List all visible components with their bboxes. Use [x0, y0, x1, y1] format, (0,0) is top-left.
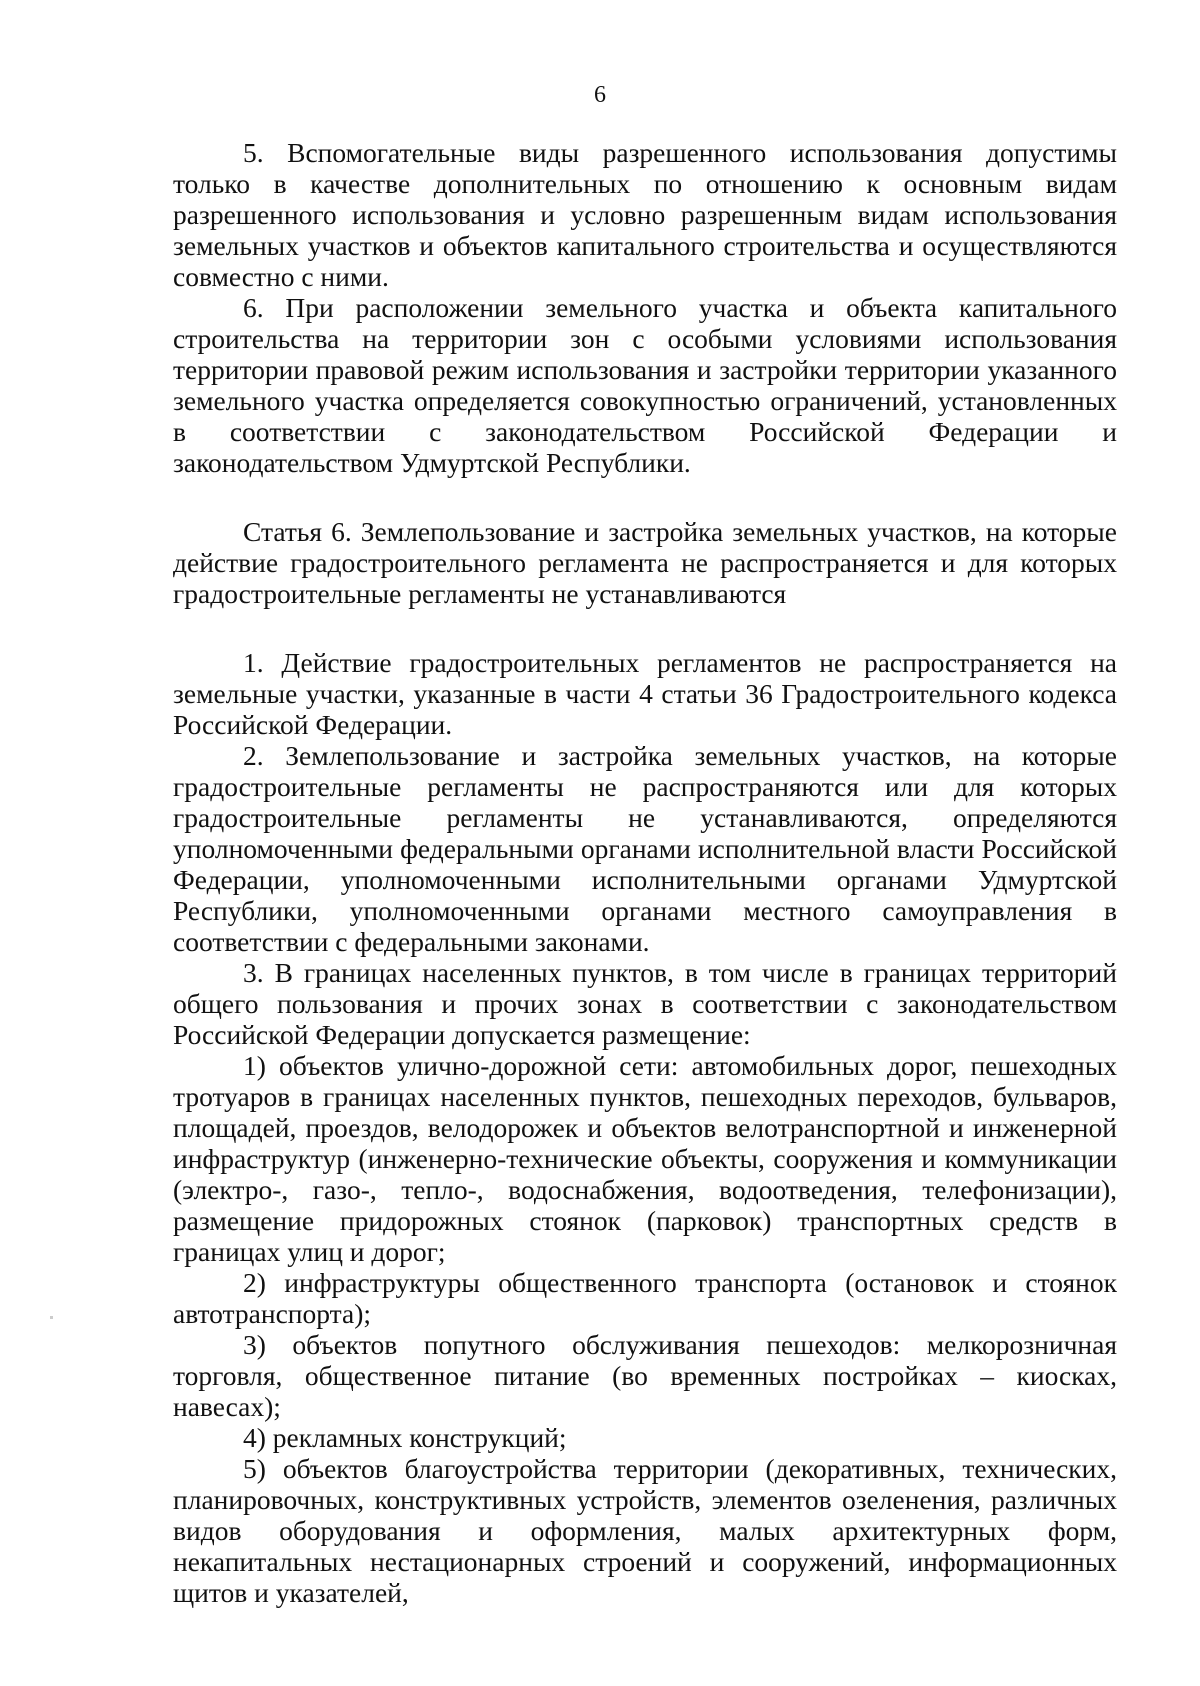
paragraph-5: 5. Вспомогательные виды разрешенного использования допустимы только в качестве дополнительных по отношению к основным видам разрешенного использования и условно разрешенным видам использования земельных участков и объектов капитального строительства и осуществляются совместно с ними. [173, 137, 1117, 292]
document-body [173, 137, 1117, 1608]
list-item-5: 5) объектов благоустройства территории (декоративных, технических, планировочных, конструктивных устройств, элементов озеленения, различных видов оборудования и оформления, малых архитектурных форм, некапитальных нестационарных строений и сооружений, информационных щитов и указателей, [173, 1453, 1117, 1608]
paragraph-3: 3. В границах населенных пунктов, в том числе в границах территорий общего пользования и прочих зонах в соответствии с законодательством Российской Федерации допускается размещение: [173, 957, 1117, 1050]
list-item-4: 4) рекламных конструкций; [243, 1422, 567, 1453]
article-6-title: Статья 6. Землепользование и застройка земельных участков, на которые действие градостроительного регламента не распространяется и для которых градостроительные регламенты не устанавливаются [173, 516, 1117, 609]
scan-speck [50, 1316, 53, 1319]
paragraph-1: 1. Действие градостроительных регламентов не распространяется на земельные участки, указанные в части 4 статьи 36 Градостроительного кодекса Российской Федерации. [173, 647, 1117, 740]
list-item-1: 1) объектов улично-дорожной сети: автомобильных дорог, пешеходных тротуаров в границах населенных пунктов, пешеходных переходов, бульваров, площадей, проездов, велодорожек и объектов велотранспортной и инженерной инфраструктур (инженерно-технические объекты, сооружения и коммуникации (электро-, газо-, тепло-, водоснабжения, водоотведения, телефонизации), размещение придорожных стоянок (парковок) транспортных средств в границах улиц и дорог; [173, 1050, 1117, 1267]
list-item-3: 3) объектов попутного обслуживания пешеходов: мелкорозничная торговля, общественное питание (во временных постройках – киосках, навесах); [173, 1329, 1117, 1422]
list-item-2: 2) инфраструктуры общественного транспорта (остановок и стоянок автотранспорта); [173, 1267, 1117, 1329]
page-number: 6 [594, 82, 606, 108]
paragraph-2: 2. Землепользование и застройка земельных участков, на которые градостроительные регламенты не распространяются или для которых градостроительные регламенты не устанавливаются, определяются уполномоченными федеральными органами исполнительной власти Российской Федерации, уполномоченными исполнительными органами Удмуртской Республики, уполномоченными органами местного самоуправления в соответствии с федеральными законами. [173, 740, 1117, 957]
paragraph-6: 6. При расположении земельного участка и объекта капитального строительства на территории зон с особыми условиями использования территории правовой режим использования и застройки территории указанного земельного участка определяется совокупностью ограничений, установленных в соответствии с законодательством Российской Федерации и законодательством Удмуртской Республики. [173, 292, 1117, 478]
